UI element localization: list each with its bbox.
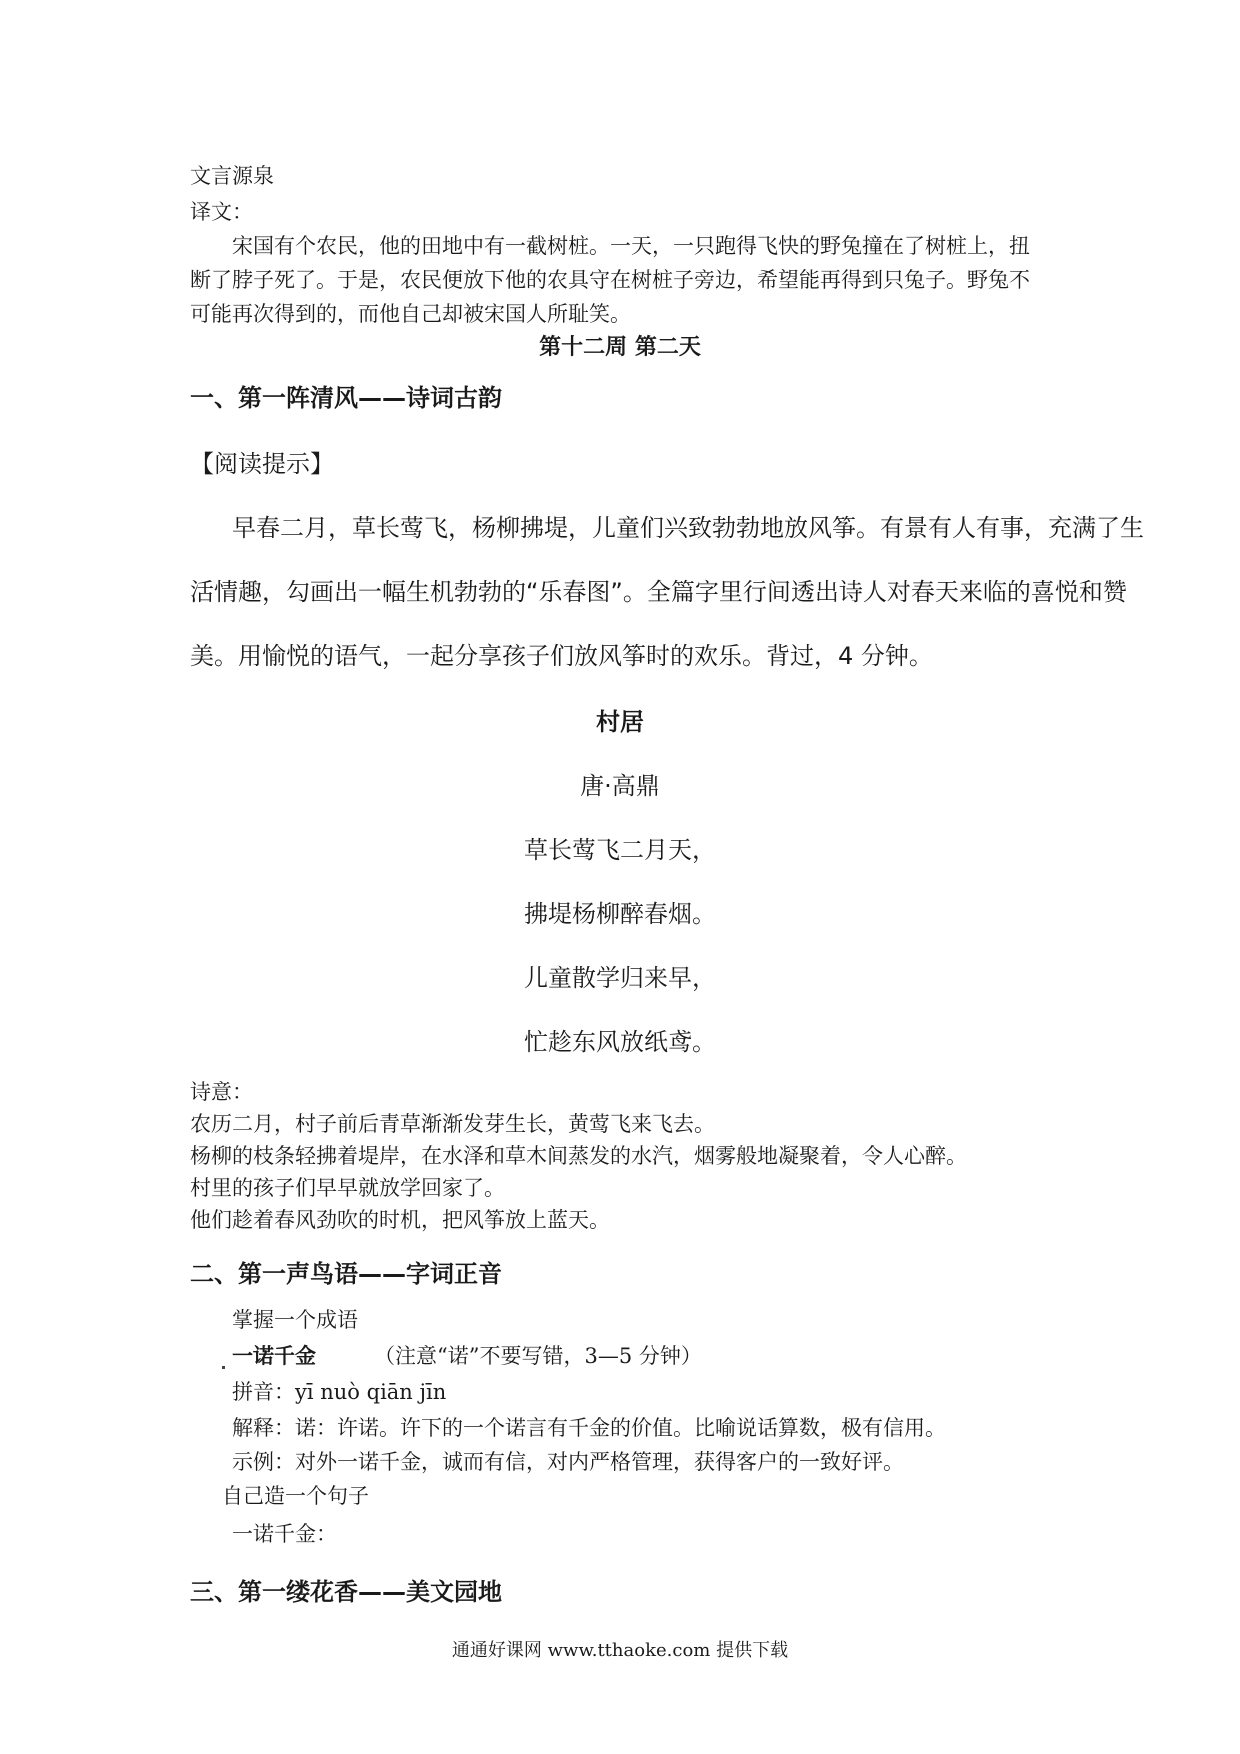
- poem-line: 草长莺飞二月天，: [524, 836, 716, 864]
- translation-line: 可能再次得到的，而他自己却被宋国人所耻笑。: [190, 302, 631, 326]
- week-title: 第十二周 第二天: [539, 334, 701, 360]
- make-sentence-prompt: 自己造一个句子: [222, 1484, 369, 1508]
- translation-label: 译文：: [190, 200, 253, 224]
- translation-line: 宋国有个农民，他的田地中有一截树桩。一天，一只跑得飞快的野兔撞在了树桩上，扭: [232, 234, 1030, 258]
- poem-line: 儿童散学归来早，: [524, 964, 716, 992]
- idiom-note: （注意“诺”不要写错，3—5 分钟）: [374, 1344, 702, 1368]
- page-footer: 通通好课网 www.tthaoke.com 提供下载: [451, 1640, 789, 1661]
- section1-heading: 一、第一阵清风——诗词古韵: [190, 384, 502, 412]
- meaning-line: 农历二月，村子前后青草渐渐发芽生长，黄莺飞来飞去。: [190, 1112, 715, 1136]
- meaning-label: 诗意：: [190, 1080, 253, 1104]
- idiom-pinyin: 拼音：yī nuò qiān jīn: [232, 1380, 447, 1404]
- idiom-intro: 掌握一个成语: [232, 1308, 358, 1332]
- poem-author: 唐·高鼎: [580, 772, 660, 800]
- source-title: 文言源泉: [190, 164, 274, 188]
- section3-heading: 三、第一缕花香——美文园地: [190, 1578, 502, 1606]
- meaning-line: 杨柳的枝条轻拂着堤岸，在水泽和草木间蒸发的水汽，烟雾般地凝聚着，令人心醉。: [190, 1144, 967, 1168]
- meaning-line: 他们趁着春风劲吹的时机，把风筝放上蓝天。: [190, 1208, 610, 1232]
- sentence-answer-prompt: 一诺千金：: [232, 1522, 337, 1546]
- idiom-explanation: 解释：诺：许诺。许下的一个诺言有千金的价值。比喻说话算数，极有信用。: [232, 1416, 946, 1440]
- bullet-mark: [222, 1366, 225, 1369]
- idiom-example: 示例：对外一诺千金，诚而有信，对内严格管理，获得客户的一致好评。: [232, 1450, 904, 1474]
- reading-tip-label: 【阅读提示】: [190, 450, 334, 478]
- reading-tip-line: 美。用愉悦的语气，一起分享孩子们放风筝时的欢乐。背过，4 分钟。: [190, 642, 933, 670]
- idiom-title: 一诺千金: [232, 1343, 316, 1368]
- section2-heading: 二、第一声鸟语——字词正音: [190, 1260, 502, 1288]
- poem-title: 村居: [596, 708, 644, 736]
- reading-tip-line: 早春二月，草长莺飞，杨柳拂堤，儿童们兴致勃勃地放风筝。有景有人有事，充满了生: [232, 514, 1144, 542]
- meaning-line: 村里的孩子们早早就放学回家了。: [190, 1176, 505, 1200]
- reading-tip-line: 活情趣，勾画出一幅生机勃勃的“乐春图”。全篇字里行间透出诗人对春天来临的喜悦和赞: [190, 578, 1127, 606]
- poem-line: 拂堤杨柳醉春烟。: [524, 900, 716, 928]
- poem-line: 忙趁东风放纸鸢。: [524, 1028, 716, 1056]
- translation-line: 断了脖子死了。于是，农民便放下他的农具守在树桩子旁边，希望能再得到只兔子。野兔不: [190, 268, 1030, 292]
